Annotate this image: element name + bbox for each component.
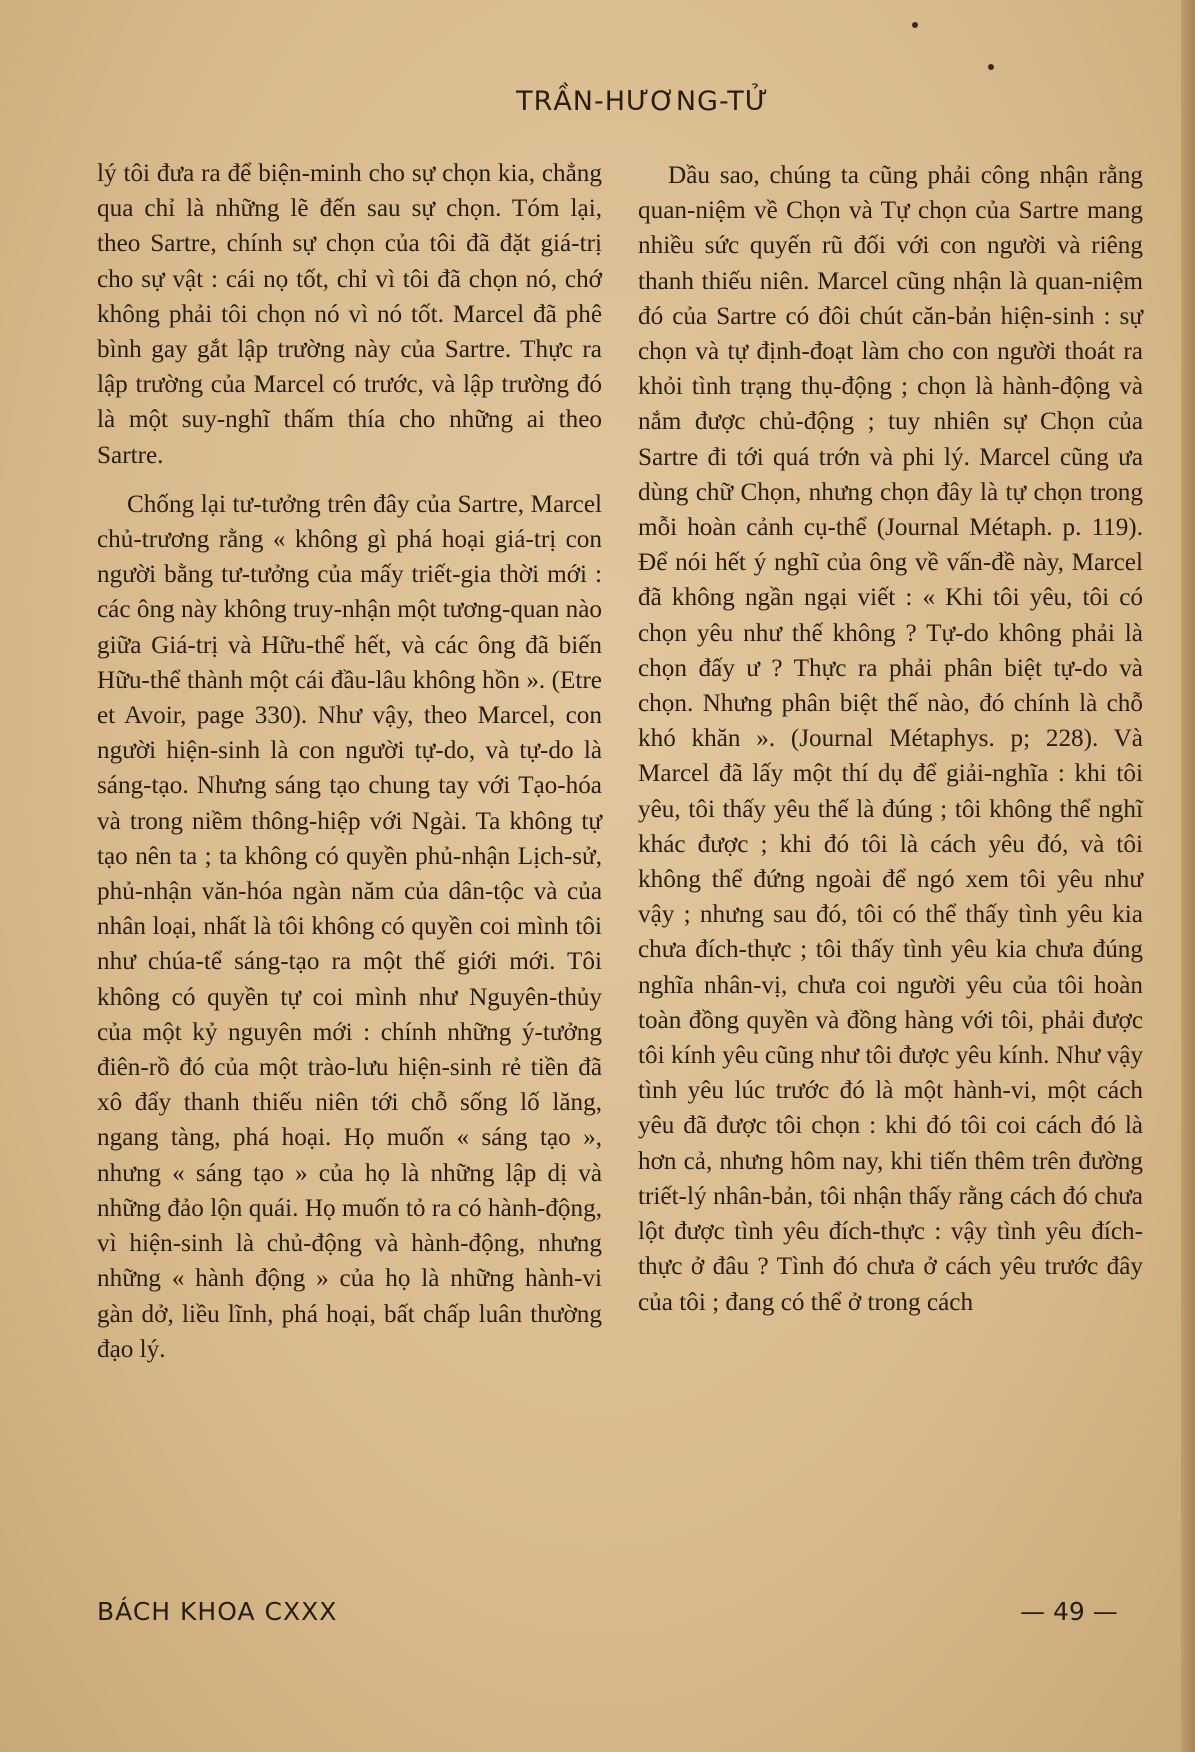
running-header: TRẦN-HƯƠNG-TỬ: [516, 86, 769, 117]
paragraph: lý tôi đưa ra để biện-minh cho sự chọn kia, chẳng qua chỉ là những lẽ đến sau sự chọn. Tóm lại, theo Sartre, chính sự chọn của tôi đã đặt giá-trị cho sự vật : cái nọ tốt, chỉ vì tôi đã chọn nó, chớ không phải tôi chọn nó vì nó tốt. Marcel đã phê bình gay gắt lập trường này của Sartre. Thực ra lập trường của Marcel có trước, và lập trường đó là một suy-nghĩ thấm thía cho những ai theo Sartre.: [97, 160, 602, 469]
paragraph: Dầu sao, chúng ta cũng phải công nhận rằng quan-niệm về Chọn và Tự chọn của Sartre mang nhiều sức quyến rũ đối với con người và riêng thanh thiếu niên. Marcel cũng nhận là quan-niệm đó của Sartre có đôi chút căn-bản hiện-sinh : sự chọn và tự định-đoạt làm cho con người thoát ra khỏi tình trạng thụ-động ; chọn là hành-động và nắm được chủ-động ; tuy nhiên sự Chọn của Sartre đi tới quá trớn và phi lý. Marcel cũng ưa dùng chữ Chọn, nhưng chọn đây là tự chọn trong mỗi hoàn cảnh cụ-thể (Journal Métaph. p. 119). Để nói hết ý nghĩ của ông về vấn-đề này, Marcel đã không ngần ngại viết : « Khi tôi yêu, tôi có chọn yêu như thế không ? Tự-do không phải là chọn đấy ư ? Thực ra phải phân biệt tự-do và chọn. Nhưng phân biệt thế nào, đó chính là chỗ khó khăn ». (Journal Métaphys. p; 228). Và Marcel đã lấy một thí dụ để giải-nghĩa : khi tôi yêu, tôi thấy yêu thế là đúng ; tôi không thể nghĩ khác được ; khi đó tôi là cách yêu đó, và tôi không thể đứng ngoài để ngó xem tôi yêu như vậy ; nhưng sau đó, tôi có thể thấy tình yêu kia chưa đích-thực ; tôi thấy tình yêu kia chưa đúng nghĩa nhân-vị, chưa coi người yêu của tôi hoàn toàn đồng quyền và đồng hàng với tôi, phải được tôi kính yêu cũng như tôi được yêu kính. Như vậy tình yêu lúc trước đó là một hành-vi, một cách yêu đã được tôi chọn : khi đó tôi coi cách đó là hơn cả, nhưng hôm nay, khi tiến thêm trên đường triết-lý nhân-bản, tôi nhận thấy rằng cách đó chưa lột được tình yêu đích-thực : vậy tình yêu đích-thực ở đâu ? Tình đó chưa ở cách yêu trước đây của tôi ; đang có thể ở trong cách: [638, 162, 1143, 1316]
paragraph: Chống lại tư-tưởng trên đây của Sartre, Marcel chủ-trương rằng « không gì phá hoại giá-trị con người bằng tư-tưởng của mấy triết-gia thời mới : các ông này không truy-nhận một tương-quan nào giữa Giá-trị và Hữu-thể hết, và các ông đã biến Hữu-thể thành một cái đầu-lâu không hồn ». (Etre et Avoir, page 330). Như vậy, theo Marcel, con người hiện-sinh là con người tự-do, và tự-do là sáng-tạo. Nhưng sáng tạo chung tay với Tạo-hóa và trong niềm thông-hiệp với Ngài. Ta không tự tạo nên ta ; ta không có quyền phủ-nhận Lịch-sử, phủ-nhận văn-hóa ngàn năm của dân-tộc và của nhân loại, nhất là tôi không có quyền coi mình tôi như chúa-tể sáng-tạo ra một thế giới mới. Tôi không có quyền tự coi mình như Nguyên-thủy của một kỷ nguyên mới : chính những ý-tưởng điên-rồ đó của một trào-lưu hiện-sinh rẻ tiền đã xô đẩy thanh thiếu niên tới chỗ sống lố lăng, ngang tàng, phá hoại. Họ muốn « sáng tạo », nhưng « sáng tạo » của họ là những lập dị và những đảo lộn quái. Họ muốn tỏ ra có hành-động, vì hiện-sinh là chủ-động và hành-động, nhưng những « hành động » của họ là những hành-vi gàn dở, liều lĩnh, phá hoại, bất chấp luân thường đạo lý.: [97, 490, 602, 1363]
page-number: — 49 —: [1020, 1597, 1118, 1626]
left-column: [97, 156, 602, 1367]
page-edge: [1181, 0, 1195, 1752]
ink-spot: [912, 22, 918, 28]
publication-name: BÁCH KHOA CXXX: [97, 1597, 338, 1626]
right-column: [638, 158, 1143, 1320]
ink-spot: [988, 64, 994, 70]
